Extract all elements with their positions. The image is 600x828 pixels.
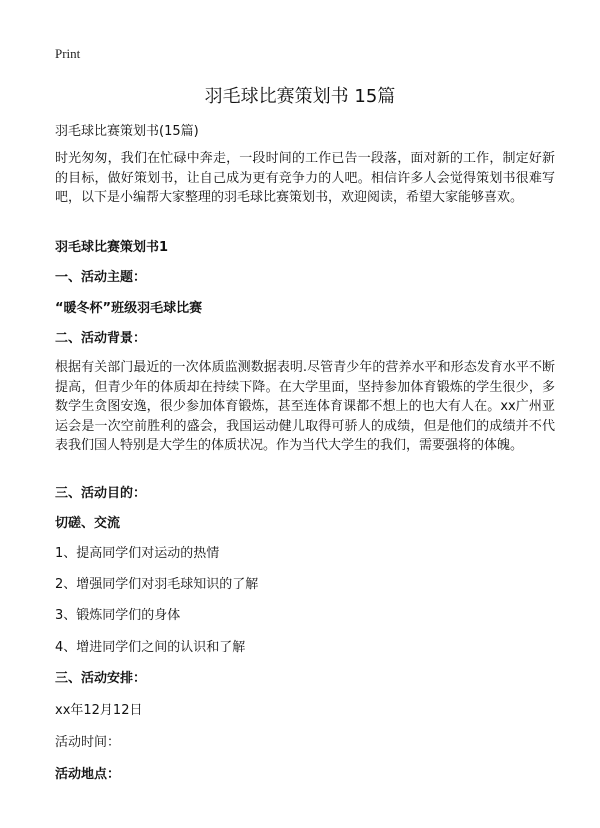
document-title: 羽毛球比赛策划书 15篇 <box>204 86 396 107</box>
purpose-motto: 切磋、交流 <box>55 516 121 531</box>
background-paragraph: 根据有关部门最近的一次体质监测数据表明.尽管青少年的营养水平和形态发育水平不断提高，但青少年的体质却在持续下降。在大学里面，坚持参加体育锻炼的学生很少，多数学生贪图安逸，很少参加体育锻炼，甚至连体育课都不想上的也大有人在。xx广州亚运会是一次空前胜利的盛会，我国运动健儿取得可骄人的成绩，但是他们的成绩并不代表我们国人特别是大学生的体质状况。作为当代大学生的我们，需要强将的体魄。 <box>55 360 555 453</box>
heading-purpose: 三、活动目的： <box>55 486 147 501</box>
theme-text: “暖冬杯”班级羽毛球比赛 <box>55 301 203 316</box>
purpose-item: 4、增进同学们之间的认识和了解 <box>55 640 246 655</box>
print-link[interactable]: Print <box>55 46 81 61</box>
heading-arrangement: 三、活动安排： <box>55 671 147 686</box>
document-subtitle: 羽毛球比赛策划书(15篇) <box>55 124 199 139</box>
activity-date: xx年12月12日 <box>55 703 143 718</box>
purpose-item: 2、增强同学们对羽毛球知识的了解 <box>55 577 259 592</box>
intro-paragraph: 时光匆匆，我们在忙碌中奔走，一段时间的工作已告一段落，面对新的工作，制定好新的目标，做好策划书，让自己成为更有竞争力的人吧。相信许多人会觉得策划书很难写吧，以下是小编帮大家整理的羽毛球比赛策划书，欢迎阅读，希望大家能够喜欢。 <box>55 151 555 205</box>
section-title: 羽毛球比赛策划书1 <box>55 240 169 255</box>
activity-place-label: 活动地点： <box>55 767 121 782</box>
heading-theme: 一、活动主题： <box>55 270 147 285</box>
heading-background: 二、活动背景： <box>55 331 147 346</box>
purpose-item: 3、锻炼同学们的身体 <box>55 608 181 623</box>
purpose-item: 1、提高同学们对运动的热情 <box>55 546 220 561</box>
activity-time-label: 活动时间： <box>55 735 121 750</box>
